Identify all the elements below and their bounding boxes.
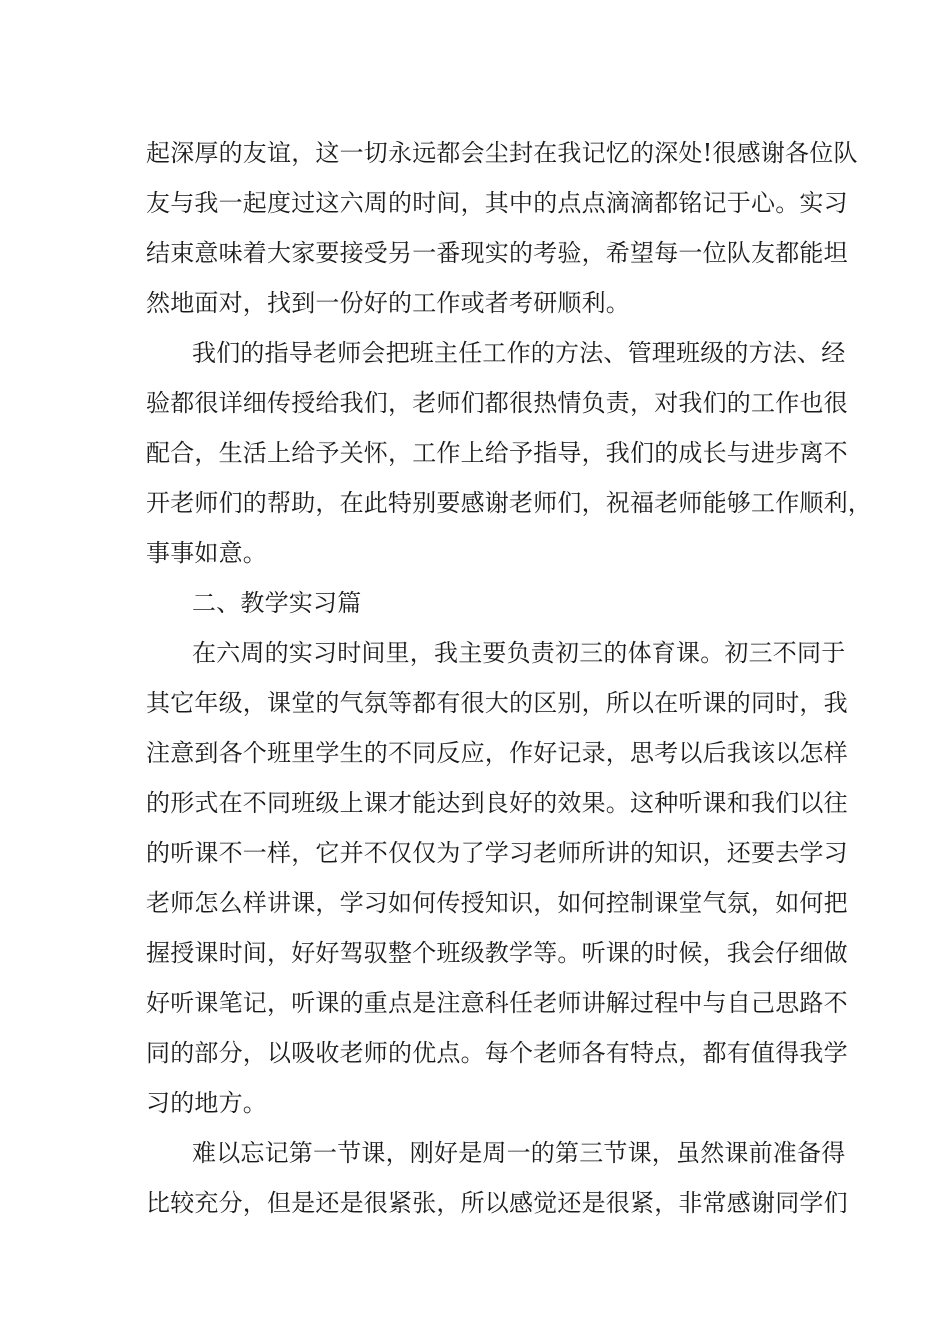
text-line-8: 开老师们的帮助，在此特别要感谢老师们，祝福老师能够工作顺利，: [146, 489, 872, 517]
text-line-20: 习的地方。: [146, 1089, 267, 1117]
text-line-14: 的形式在不同班级上课才能达到良好的效果。这种听课和我们以往: [146, 789, 848, 817]
text-line-13: 注意到各个班里学生的不同反应，作好记录，思考以后我该以怎样: [146, 739, 848, 767]
text-line-12: 其它年级，课堂的气氛等都有很大的区别，所以在听课的同时，我: [146, 689, 848, 717]
text-line-17: 握授课时间，好好驾驭整个班级教学等。听课的时候，我会仔细做: [146, 939, 848, 967]
text-line-5: 我们的指导老师会把班主任工作的方法、管理班级的方法、经: [192, 339, 846, 367]
text-line-19: 同的部分，以吸收老师的优点。每个老师各有特点，都有值得我学: [146, 1039, 848, 1067]
text-line-6: 验都很详细传授给我们，老师们都很热情负责，对我们的工作也很: [146, 389, 848, 417]
text-line-16: 老师怎么样讲课，学习如何传授知识，如何控制课堂气氛，如何把: [146, 889, 848, 917]
text-line-3: 结束意味着大家要接受另一番现实的考验，希望每一位队友都能坦: [146, 239, 848, 267]
section-heading: 二、教学实习篇: [192, 589, 362, 617]
text-line-22: 比较充分，但是还是很紧张，所以感觉还是很紧，非常感谢同学们: [146, 1189, 848, 1217]
text-line-21: 难以忘记第一节课，刚好是周一的第三节课，虽然课前准备得: [192, 1139, 846, 1167]
text-line-15: 的听课不一样，它并不仅仅为了学习老师所讲的知识，还要去学习: [146, 839, 848, 867]
text-line-7: 配合，生活上给予关怀，工作上给予指导，我们的成长与进步离不: [146, 439, 848, 467]
text-line-9: 事事如意。: [146, 539, 267, 567]
text-line-11: 在六周的实习时间里，我主要负责初三的体育课。初三不同于: [192, 639, 846, 667]
text-line-1: 起深厚的友谊，这一切永远都会尘封在我记忆的深处!很感谢各位队: [146, 139, 858, 167]
text-line-18: 好听课笔记，听课的重点是注意科任老师讲解过程中与自己思路不: [146, 989, 848, 1017]
text-line-4: 然地面对，找到一份好的工作或者考研顺利。: [146, 289, 630, 317]
text-line-2: 友与我一起度过这六周的时间，其中的点点滴滴都铭记于心。实习: [146, 189, 848, 217]
